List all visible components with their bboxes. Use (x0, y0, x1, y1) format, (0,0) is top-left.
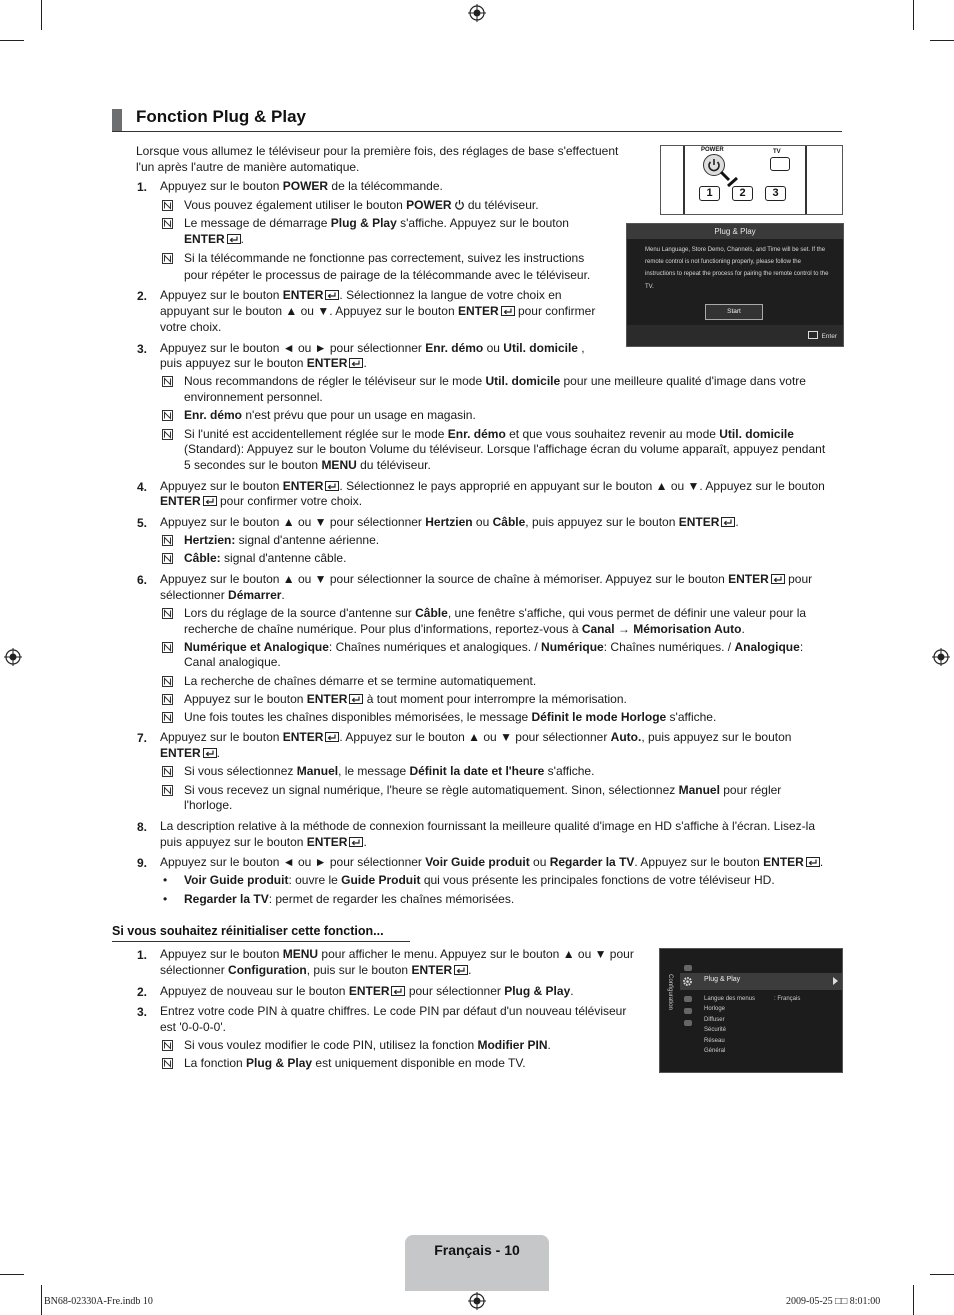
enter-icon (227, 234, 241, 244)
menu-category-icon (684, 1008, 692, 1014)
step-text: puis appuyez sur le bouton ENTER . (160, 835, 367, 849)
note-icon (162, 608, 173, 619)
enter-icon (325, 481, 339, 491)
menu-selected-label: Plug & Play (704, 976, 741, 983)
title-bar-marker (112, 109, 122, 131)
menu-item[interactable]: Général (704, 1048, 726, 1054)
enter-icon (808, 331, 818, 339)
step-text: sélectionner Configuration, puis sur le bouton ENTER . (160, 963, 472, 977)
note-text: Lors du réglage de la source d'antenne sur Câble, une fenêtre s'affiche, qui vous permet de définir une valeur pour la (184, 606, 807, 620)
menu-item[interactable]: Réseau (704, 1038, 725, 1044)
page-number: Français - 10 (434, 1242, 520, 1258)
note-text: Canal analogique. (184, 655, 281, 669)
step-text: Appuyez sur le bouton ◄ ou ► pour sélectionner Enr. démo ou Util. domicile , (160, 341, 585, 355)
bullet-mark: • (163, 873, 168, 887)
enter-icon (721, 517, 735, 527)
step-text: Appuyez sur le bouton ◄ ou ► pour sélectionner Voir Guide produit ou Regarder la TV. Appuyez sur le bouton ENTER . (160, 855, 824, 869)
note-text: Hertzien: signal d'antenne aérienne. (184, 533, 380, 547)
note-text: Enr. démo n'est prévu que pour un usage en magasin. (184, 408, 476, 422)
title-divider (112, 131, 842, 132)
note-text: La recherche de chaînes démarre et se termine automatiquement. (184, 674, 537, 688)
step-text: Appuyez sur le bouton POWER de la télécommande. (160, 179, 443, 193)
enter-icon (325, 290, 339, 300)
configuration-menu-illustration (659, 948, 843, 1073)
step-number: 6. (137, 573, 148, 587)
note-text: Nous recommandons de régler le téléviseur sur le mode Util. domicile pour une meilleure qualité d'image dans votre (184, 374, 806, 388)
enter-icon (501, 306, 515, 316)
step-number: 4. (137, 480, 148, 494)
enter-icon (349, 358, 363, 368)
menu-item-value: : Français (774, 996, 801, 1002)
step-text: La description relative à la méthode de connexion fournissant la meilleure qualité d'image en HD s'affiche à l'écran. Lisez-la (160, 819, 816, 833)
power-icon (454, 199, 465, 210)
note-icon (162, 676, 173, 687)
bullet-text: Voir Guide produit: ouvre le Guide Produit qui vous présente les principales fonctions de votre téléviseur HD. (184, 873, 775, 887)
enter-icon (349, 837, 363, 847)
step-text: Appuyez sur le bouton ▲ ou ▼ pour sélectionner Hertzien ou Câble, puis appuyez sur le bouton ENTER . (160, 515, 739, 529)
enter-icon (771, 574, 785, 584)
menu-item[interactable]: Horloge (704, 1006, 726, 1012)
note-text: Une fois toutes les chaînes disponibles mémorisées, le message Définit le mode Horloge s'affiche. (184, 710, 717, 724)
note-text: Câble: signal d'antenne câble. (184, 551, 347, 565)
bullet-text: Regarder la TV: permet de regarder les chaînes mémorisées. (184, 892, 515, 906)
enter-icon (203, 748, 217, 758)
registration-mark-icon (468, 4, 486, 22)
crop-mark (913, 1285, 914, 1315)
remote-body (683, 145, 807, 215)
dialog-enter-label: Enter (821, 333, 837, 340)
step-number: 2. (137, 289, 148, 303)
step-number: 7. (137, 731, 148, 745)
note-text: Si vous sélectionnez Manuel, le message Définit la date et l'heure s'affiche. (184, 764, 595, 778)
dialog-message: Menu Language, Store Demo, Channels, and Time will be set. If the remote control is not functioning properly, please follow the instructions to repeat the process for pairing the remote control to the TV. (645, 247, 829, 290)
note-icon (162, 642, 173, 653)
menu-item[interactable]: Langue des menus (704, 996, 756, 1002)
step-text: Appuyez sur le bouton ENTER . Appuyez sur le bouton ▲ ou ▼ pour sélectionner Auto., puis appuyez sur le bouton (160, 730, 792, 744)
note-text: Appuyez sur le bouton ENTER à tout moment pour interrompre la mémorisation. (184, 692, 627, 706)
dialog-footer (627, 325, 843, 346)
crop-mark (930, 40, 954, 41)
step-text: votre choix. (160, 320, 222, 334)
arrow-right-icon (833, 977, 838, 985)
plug-and-play-dialog (626, 223, 844, 347)
step-text: appuyant sur le bouton ▲ ou ▼. Appuyez sur le bouton ENTER pour confirmer (160, 304, 596, 318)
reset-heading-underline (112, 941, 410, 942)
start-button[interactable]: Start (705, 304, 763, 320)
menu-category-icon (684, 1020, 692, 1026)
menu-vertical-label: Configuration (667, 974, 673, 1010)
page-title: Fonction Plug & Play (136, 107, 307, 126)
step-text: Appuyez de nouveau sur le bouton ENTER pour sélectionner Plug & Play. (160, 984, 574, 998)
note-text: environnement personnel. (184, 390, 323, 404)
step-text: Appuyez sur le bouton ENTER . Sélectionnez la langue de votre choix en (160, 288, 562, 302)
note-text: Si vous voulez modifier le code PIN, utilisez la fonction Modifier PIN. (184, 1038, 551, 1052)
menu-side-label (660, 949, 680, 1072)
note-icon (162, 1058, 173, 1069)
enter-icon (391, 986, 405, 996)
crop-mark (41, 1285, 42, 1315)
note-text: (Standard): Appuyez sur le bouton Volume du téléviseur. Lorsque l'affichage écran du volume apparaît, appuyez pendant (184, 442, 826, 456)
step-number: 9. (137, 856, 148, 870)
note-text: l'horloge. (184, 798, 233, 812)
step-text: sélectionner Démarrer. (160, 588, 285, 602)
note-text: Si vous recevez un signal numérique, l'heure se règle automatiquement. Sinon, sélectionnez Manuel pour régler (184, 783, 782, 797)
tv-button-icon (770, 157, 790, 171)
crop-mark (41, 0, 42, 30)
note-icon (162, 200, 173, 211)
note-icon (162, 1040, 173, 1051)
note-icon (162, 553, 173, 564)
enter-icon (349, 694, 363, 704)
step-text: Appuyez sur le bouton ▲ ou ▼ pour sélectionner la source de chaîne à mémoriser. Appuyez sur le bouton ENTER pour (160, 572, 813, 586)
gear-icon (682, 976, 693, 987)
note-icon (162, 218, 173, 229)
step-number: 1. (137, 948, 148, 962)
enter-icon (325, 732, 339, 742)
note-text: Si l'unité est accidentellement réglée sur le mode Enr. démo et que vous souhaitez revenir au mode Util. domicile (184, 427, 794, 441)
dialog-title: Plug & Play (627, 224, 843, 239)
footer-timestamp: 2009-05-25 □□ 8:01:00 (786, 1296, 881, 1307)
step-text: Entrez votre code PIN à quatre chiffres. Le code PIN par défaut d'un nouveau téléviseur (160, 1004, 627, 1018)
menu-item[interactable]: Sécurité (704, 1027, 727, 1033)
bullet-mark: • (163, 892, 168, 906)
remote-power-label: POWER (701, 147, 724, 153)
registration-mark-icon (4, 648, 22, 666)
footer-file-name: BN68-02330A-Fre.indb 10 (44, 1296, 153, 1307)
registration-mark-icon (932, 648, 950, 666)
step-text: Appuyez sur le bouton MENU pour afficher le menu. Appuyez sur le bouton ▲ ou ▼ pour (160, 947, 634, 961)
note-text: ENTER . (184, 232, 245, 246)
note-icon (162, 429, 173, 440)
note-text: La fonction Plug & Play est uniquement disponible en mode TV. (184, 1056, 526, 1070)
step-number: 5. (137, 516, 148, 530)
crop-mark (0, 1274, 24, 1275)
enter-icon (203, 496, 217, 506)
note-icon (162, 253, 173, 264)
reset-section-heading: Si vous souhaitez réinitialiser cette fonction... (112, 924, 384, 938)
remote-illustration (660, 145, 843, 215)
crop-mark (0, 40, 24, 41)
registration-mark-icon (468, 1292, 486, 1310)
step-text: ENTER . (160, 746, 221, 760)
step-text: puis appuyez sur le bouton ENTER . (160, 356, 367, 370)
crop-mark (913, 0, 914, 30)
step-number: 3. (137, 1005, 148, 1019)
menu-category-icon (684, 996, 692, 1002)
menu-item[interactable]: Diffuser (704, 1017, 725, 1023)
enter-icon (806, 857, 820, 867)
remote-key: 1 (699, 186, 720, 201)
note-text: Numérique et Analogique: Chaînes numériques et analogiques. / Numérique: Chaînes numériques. / Analogique: (184, 640, 804, 654)
step-text: Appuyez sur le bouton ENTER . Sélectionnez le pays approprié en appuyant sur le bouton ▲ ou ▼. Appuyez sur le bouton (160, 479, 825, 493)
note-icon (162, 694, 173, 705)
note-text: pour répéter le processus de pairage de la télécommande avec le téléviseur. (184, 268, 591, 282)
step-number: 1. (137, 180, 148, 194)
enter-icon (454, 965, 468, 975)
note-icon (162, 376, 173, 387)
remote-key: 3 (765, 186, 786, 201)
remote-tv-label: TV (773, 149, 781, 155)
note-text: recherche de chaîne numérique. Pour plus d'informations, reportez-vous à Canal → Mémorisation Auto. (184, 622, 745, 636)
menu-category-icon (684, 965, 692, 971)
note-icon (162, 712, 173, 723)
note-text: Vous pouvez également utiliser le bouton POWER du téléviseur. (184, 198, 539, 212)
step-number: 8. (137, 820, 148, 834)
note-icon (162, 766, 173, 777)
step-text: est '0-0-0-0'. (160, 1020, 226, 1034)
note-text: Le message de démarrage Plug & Play s'affiche. Appuyez sur le bouton (184, 216, 569, 230)
note-text: 5 secondes sur le bouton MENU du téléviseur. (184, 458, 431, 472)
note-text: Si la télécommande ne fonctionne pas correctement, suivez les instructions (184, 251, 585, 265)
step-text: ENTER pour confirmer votre choix. (160, 494, 363, 508)
dialog-enter-hint (808, 331, 837, 340)
step-number: 3. (137, 342, 148, 356)
note-icon (162, 535, 173, 546)
remote-key: 2 (732, 186, 753, 201)
crop-mark (930, 1274, 954, 1275)
note-icon (162, 785, 173, 796)
intro-text: Lorsque vous allumez le téléviseur pour la première fois, des réglages de base s'effectuent l'un après l'autre de manière automatique. (136, 144, 619, 174)
note-icon (162, 410, 173, 421)
step-number: 2. (137, 985, 148, 999)
